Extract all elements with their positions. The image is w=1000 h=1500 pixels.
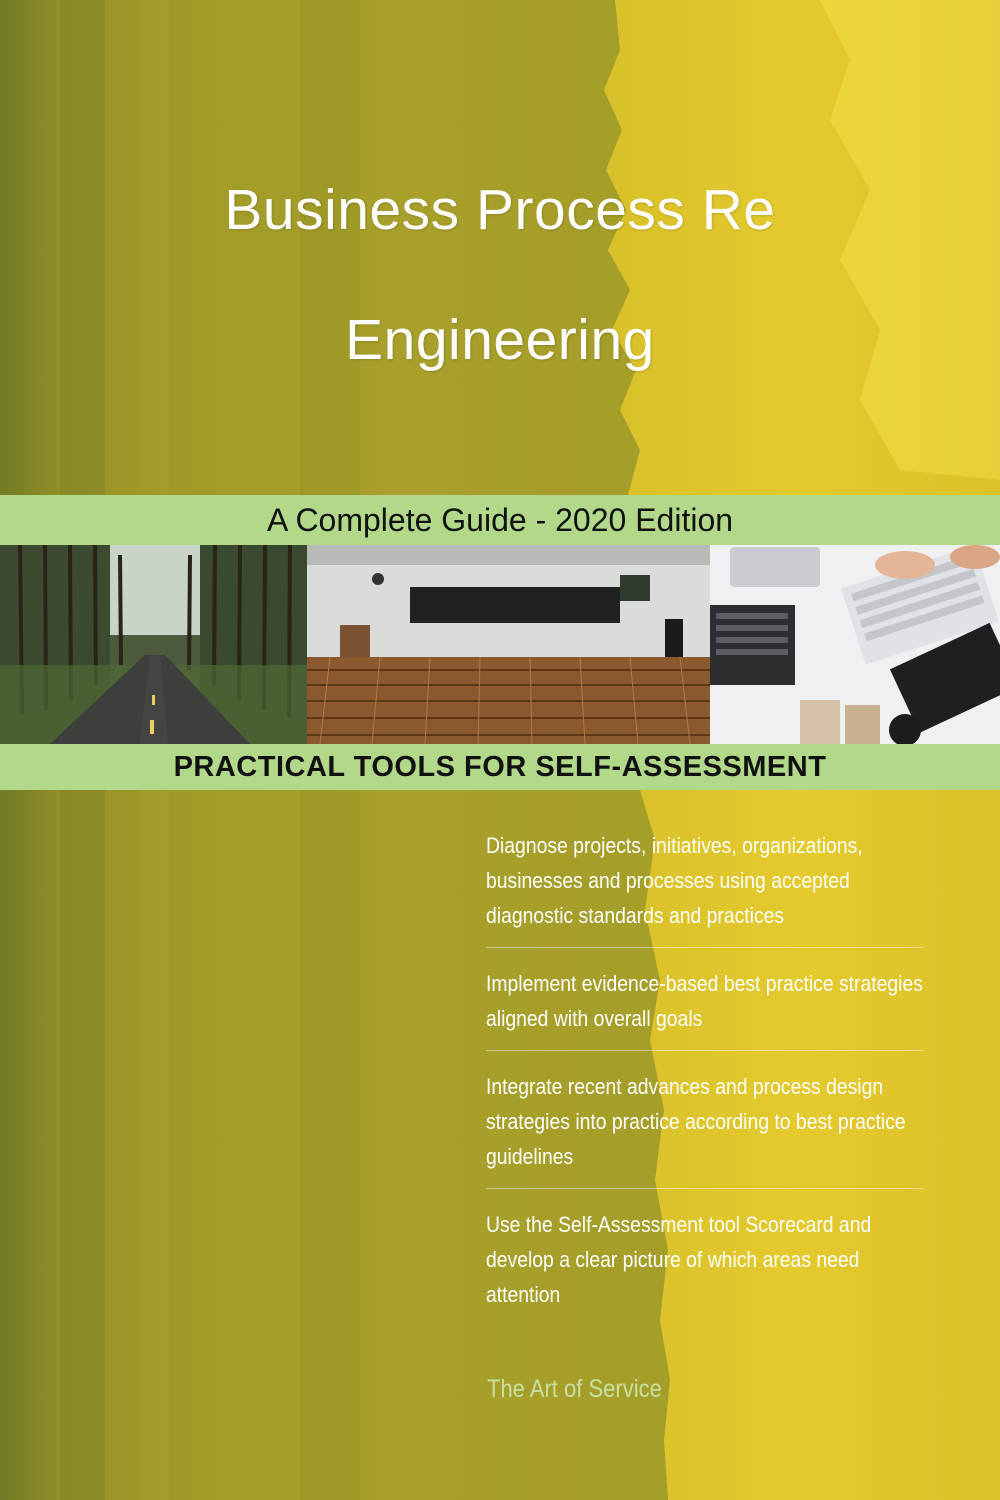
book-title-line2: Engineering xyxy=(345,308,655,372)
feature-item: Diagnose projects, initiatives, organizations, businesses and processes using accepted diagnostic standards and practices xyxy=(486,833,863,928)
book-title-line1: Business Process Re xyxy=(224,178,776,242)
divider xyxy=(486,1188,924,1189)
divider xyxy=(486,947,924,948)
publisher-name: The Art of Service xyxy=(487,1375,662,1403)
lecture-hall-photo xyxy=(307,545,710,744)
laptop-keyboard-photo xyxy=(710,545,1000,744)
tagline-band: PRACTICAL TOOLS FOR SELF-ASSESSMENT xyxy=(0,744,1000,790)
forest-road-photo xyxy=(0,545,307,744)
photo-strip xyxy=(0,545,1000,744)
divider xyxy=(486,1050,924,1051)
subtitle-band: A Complete Guide - 2020 Edition xyxy=(0,495,1000,545)
feature-list xyxy=(486,828,936,1326)
feature-item: Implement evidence-based best practice strategies aligned with overall goals xyxy=(486,971,923,1031)
feature-item: Use the Self-Assessment tool Scorecard and develop a clear picture of which areas need attention xyxy=(486,1212,872,1307)
feature-item: Integrate recent advances and process design strategies into practice according to best practice guidelines xyxy=(486,1074,906,1169)
